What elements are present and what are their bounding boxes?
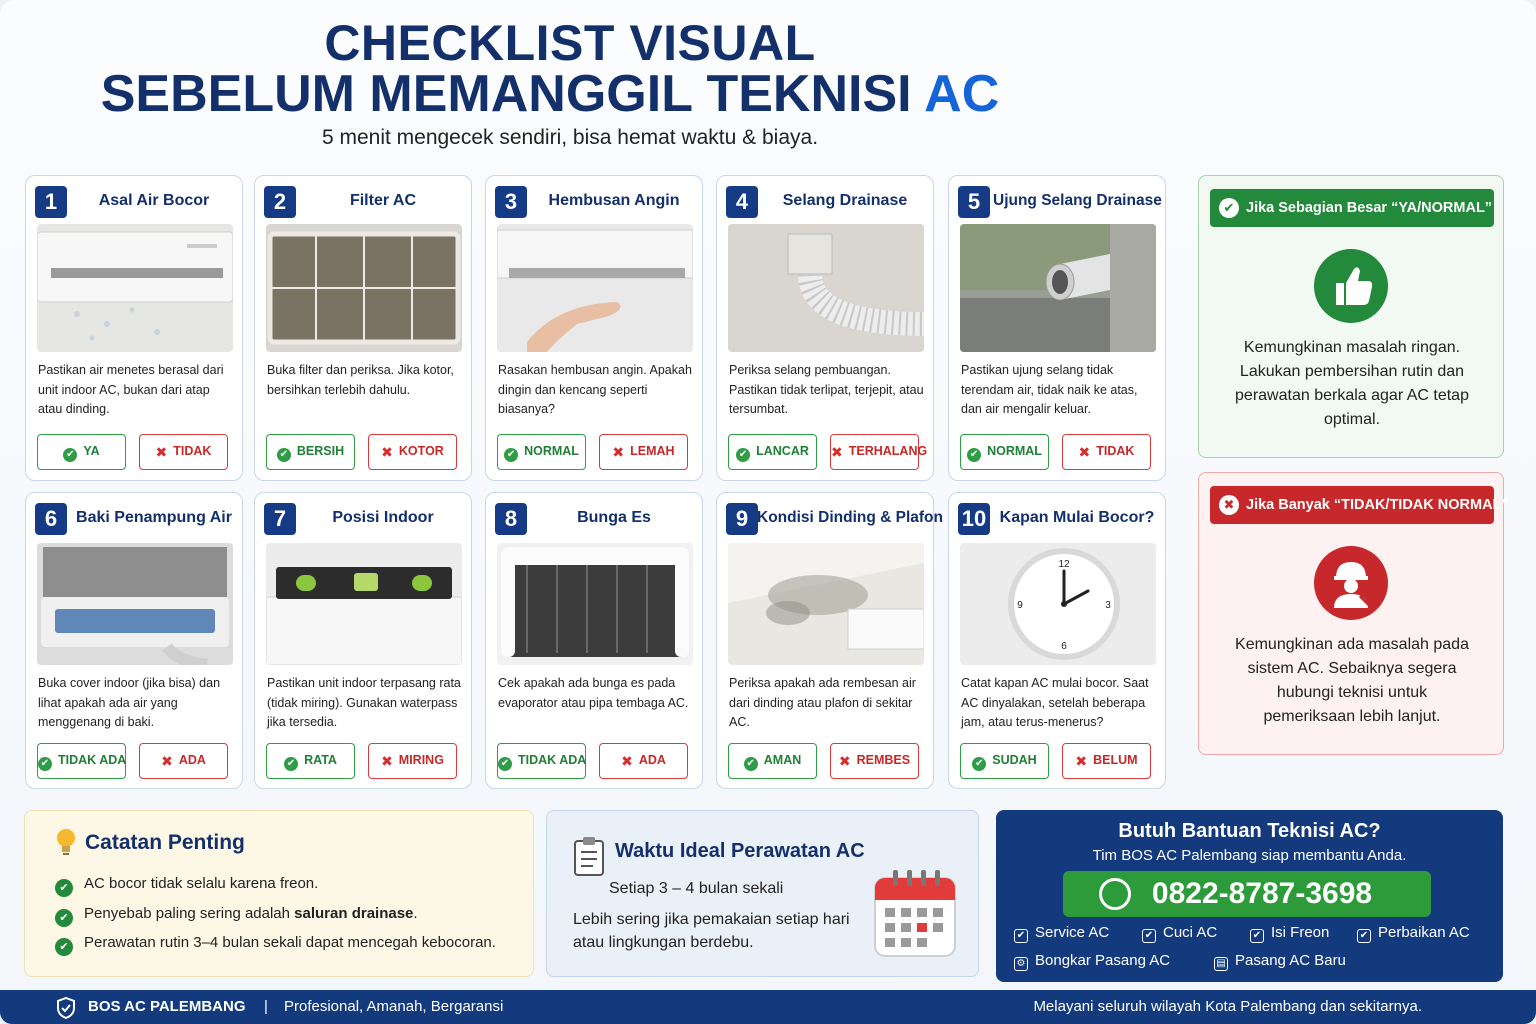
footer-separator: | — [264, 998, 268, 1015]
drip-tray-photo — [37, 543, 233, 665]
maintenance-title: Waktu Ideal Perawatan AC — [615, 840, 865, 862]
notes-item-text: Perawatan rutin 3–4 bulan sekali dapat mencegah kebocoran. — [84, 934, 496, 951]
option-label: REMBES — [856, 753, 911, 767]
option-no-button[interactable] — [139, 743, 228, 779]
card-title: Asal Air Bocor — [98, 192, 210, 209]
service-item — [1142, 924, 1217, 943]
option-no-button[interactable] — [599, 743, 688, 779]
card-number: 5 — [958, 186, 990, 218]
option-yes-button[interactable] — [266, 434, 355, 470]
card-number: 8 — [495, 503, 527, 535]
option-label: NORMAL — [987, 444, 1042, 458]
option-label: SUDAH — [992, 753, 1037, 767]
option-yes-button[interactable] — [497, 743, 586, 779]
svg-text:6: 6 — [1061, 641, 1067, 652]
card-number: 2 — [264, 186, 296, 218]
checkbox-icon: ✔ — [1142, 929, 1156, 943]
card-title: Bunga Es — [577, 509, 651, 526]
wall-ceiling-photo — [728, 543, 924, 665]
card-description: Periksa selang pembuangan. Pastikan tidak terlipat, terjepit, atau tersumbat. — [729, 363, 924, 416]
footer-tagline: Profesional, Amanah, Bergaransi — [284, 998, 504, 1015]
maintenance-panel — [546, 810, 979, 977]
check-icon: ✔ — [63, 448, 77, 462]
footer-bar — [0, 990, 1536, 1024]
option-label: LANCAR — [756, 444, 809, 458]
option-label: TERHALANG — [848, 444, 928, 458]
dirty-filter-photo — [266, 224, 462, 352]
card-description: Pastikan ujung selang tidak terendam air, tidak naik ke atas, dan air mengalir keluar. — [961, 363, 1138, 416]
check-icon: ✔ — [55, 909, 73, 927]
title-line-2 — [60, 64, 1040, 124]
x-circle-icon: ✖ — [1219, 495, 1239, 515]
option-label: TIDAK — [173, 444, 212, 458]
card-description: Buka filter dan periksa. Jika kotor, bersihkan terlebih dahulu. — [267, 363, 454, 397]
option-yes-button[interactable] — [497, 434, 586, 470]
card-description: Rasakan hembusan angin. Apakah dingin dan kencang seperti biasanya? — [498, 363, 692, 416]
card-number: 1 — [35, 186, 67, 218]
option-no-button[interactable] — [1062, 434, 1151, 470]
card-number: 6 — [35, 503, 67, 535]
result-mostly-no-panel — [1198, 472, 1509, 755]
card-description: Pastikan unit indoor terpasang rata (tidak miring). Gunakan waterpass jika tersedia. — [267, 676, 461, 729]
result-ok-label-text: Jika Sebagian Besar “YA/NORMAL” — [1246, 200, 1493, 216]
x-icon: ✖ — [161, 753, 173, 769]
option-yes-button[interactable] — [728, 743, 817, 779]
checklist-card-7 — [254, 492, 472, 789]
card-description: Periksa apakah ada rembesan air dari dinding atau plafon di sekitar AC. — [729, 676, 916, 729]
title-accent: AC — [924, 65, 1000, 123]
option-yes-button[interactable] — [960, 434, 1049, 470]
card-description: Cek apakah ada bunga es pada evaporator atau pipa tembaga AC. — [498, 676, 689, 710]
card-title: Kondisi Dinding & Plafon — [757, 509, 943, 526]
card-description: Buka cover indoor (jika bisa) dan lihat apakah ada air yang menggenang di baki. — [38, 676, 221, 729]
title-line-1: CHECKLIST VISUAL — [324, 15, 816, 71]
option-no-button[interactable] — [830, 743, 919, 779]
card-title: Selang Drainase — [782, 192, 908, 209]
option-yes-button[interactable] — [37, 434, 126, 470]
checklist-card-3 — [485, 175, 703, 481]
option-no-button[interactable] — [830, 434, 928, 470]
wall-clock-photo — [960, 543, 1156, 665]
notes-item-text: Penyebab paling sering adalah — [84, 904, 295, 922]
calendar-icon — [871, 866, 959, 965]
service-item — [1014, 952, 1170, 971]
check-icon: ✔ — [972, 757, 986, 771]
subtitle: 5 menit mengecek sendiri, bisa hemat waktu & biaya. — [321, 126, 819, 149]
result-ok-text: Kemungkinan masalah ringan. Lakukan pembersihan rutin dan perawatan berkala agar AC tetap optimal. — [1235, 339, 1469, 428]
contact-panel — [996, 810, 1503, 982]
option-label: AMAN — [763, 753, 802, 767]
option-label: ADA — [638, 753, 666, 767]
notes-item-text: AC bocor tidak selalu karena freon. — [84, 875, 319, 892]
x-icon: ✖ — [621, 753, 633, 769]
notes-title: Catatan Penting — [85, 831, 245, 854]
card-description: Pastikan air menetes berasal dari unit indoor AC, bukan dari atap atau dinding. — [38, 363, 224, 416]
service-label: Pasang AC Baru — [1235, 952, 1346, 969]
checklist-card-4 — [716, 175, 934, 481]
checklist-card-8 — [485, 492, 703, 789]
result-ok-label — [1210, 189, 1494, 227]
svg-text:3: 3 — [1105, 600, 1111, 611]
option-no-button[interactable] — [1062, 743, 1151, 779]
checkbox-icon: ✔ — [1250, 929, 1264, 943]
card-number: 7 — [264, 503, 296, 535]
technician-icon — [1314, 546, 1388, 620]
service-label: Perbaikan AC — [1378, 924, 1470, 941]
option-no-button[interactable] — [599, 434, 688, 470]
check-icon: ✔ — [55, 879, 73, 897]
footer-service-area: Melayani seluruh wilayah Kota Palembang dan sekitarnya. — [1033, 998, 1422, 1015]
svg-text:12: 12 — [1058, 559, 1070, 570]
service-label: Cuci AC — [1163, 924, 1218, 941]
notes-item — [55, 869, 496, 899]
notes-item — [55, 899, 496, 929]
result-bad-label-text: Jika Banyak “TIDAK/TIDAK NORMAL” — [1246, 497, 1509, 513]
notes-item-bold: saluran drainase — [294, 904, 414, 922]
checkbox-icon: ✔ — [1014, 929, 1028, 943]
card-number: 9 — [726, 503, 758, 535]
option-no-button[interactable] — [368, 434, 457, 470]
x-icon: ✖ — [1075, 753, 1088, 769]
checkbox-icon: ✔ — [1357, 929, 1371, 943]
drain-hose-photo — [728, 224, 924, 352]
service-item — [1357, 924, 1470, 943]
lightbulb-icon — [53, 827, 79, 862]
notes-list — [55, 869, 496, 958]
service-item — [1214, 952, 1346, 971]
check-icon: ✔ — [504, 448, 518, 462]
x-icon: ✖ — [612, 444, 625, 460]
option-label: NORMAL — [524, 444, 579, 458]
checklist-card-9 — [716, 492, 943, 789]
x-icon: ✖ — [831, 444, 843, 460]
option-label: TIDAK — [1096, 444, 1135, 458]
card-title: Hembusan Angin — [548, 192, 680, 209]
notes-item — [55, 928, 496, 958]
check-icon: ✔ — [744, 757, 758, 771]
x-icon: ✖ — [155, 444, 168, 460]
result-bad-text: Kemungkinan ada masalah pada sistem AC. Sebaiknya segera hubungi teknisi untuk pemeriksaan lebih lanjut. — [1235, 636, 1469, 725]
option-label: BELUM — [1093, 753, 1138, 767]
check-icon: ✔ — [38, 757, 52, 771]
option-yes-button[interactable] — [37, 743, 126, 779]
x-icon: ✖ — [381, 753, 393, 769]
x-icon: ✖ — [838, 753, 851, 769]
option-label: LEMAH — [630, 444, 675, 458]
check-icon: ✔ — [1219, 198, 1239, 218]
option-label: MIRING — [398, 753, 444, 767]
checklist-card-6 — [25, 492, 243, 789]
card-title: Posisi Indoor — [332, 509, 434, 526]
result-mostly-yes-panel — [1198, 175, 1504, 458]
maintenance-description: Lebih sering jika pemakaian setiap hari atau lingkungan berdebu. — [573, 911, 850, 951]
option-label: ADA — [178, 753, 206, 767]
checklist-card-10 — [948, 492, 1166, 789]
option-no-button[interactable] — [368, 743, 457, 779]
card-title: Baki Penampung Air — [76, 509, 232, 526]
check-icon: ✔ — [498, 757, 512, 771]
title-main-text: SEBELUM MEMANGGIL TEKNISI — [100, 65, 912, 123]
option-label: KOTOR — [398, 444, 444, 458]
card-number: 10 — [958, 503, 990, 535]
option-yes-button[interactable] — [728, 434, 817, 470]
result-bad-label — [1210, 486, 1509, 524]
x-icon: ✖ — [381, 444, 393, 460]
service-label: Service AC — [1035, 924, 1110, 941]
svg-text:9: 9 — [1017, 600, 1023, 611]
card-number: 3 — [495, 186, 527, 218]
check-icon: ✔ — [967, 448, 981, 462]
option-yes-button[interactable] — [960, 743, 1049, 779]
maintenance-interval: Setiap 3 – 4 bulan sekali — [609, 880, 784, 897]
important-notes-panel — [24, 810, 534, 977]
card-title: Filter AC — [349, 192, 417, 209]
whatsapp-icon — [1099, 878, 1131, 910]
service-label: Isi Freon — [1271, 924, 1330, 941]
ac-unit-icon: ▤ — [1214, 957, 1228, 971]
shield-icon — [56, 997, 76, 1024]
option-no-button[interactable] — [139, 434, 228, 470]
check-icon: ✔ — [277, 448, 291, 462]
footer-brand: BOS AC PALEMBANG — [88, 998, 246, 1015]
service-label: Bongkar Pasang AC — [1035, 952, 1171, 969]
checklist-card-5 — [948, 175, 1166, 481]
spirit-level-photo — [266, 543, 462, 665]
option-label: TIDAK ADA — [58, 753, 127, 767]
checklist-card-2 — [254, 175, 472, 481]
option-label: BERSIH — [296, 444, 345, 458]
card-title: Kapan Mulai Bocor? — [999, 509, 1155, 526]
contact-subtitle: Tim BOS AC Palembang siap membantu Anda. — [1092, 847, 1407, 864]
option-label: RATA — [304, 753, 337, 767]
card-number: 4 — [726, 186, 758, 218]
checklist-card-1 — [25, 175, 243, 481]
ac-leaking-photo — [37, 224, 233, 352]
check-icon: ✔ — [736, 448, 750, 462]
check-icon: ✔ — [55, 938, 73, 956]
clipboard-icon — [573, 836, 605, 881]
whatsapp-call-button[interactable] — [1063, 871, 1431, 917]
service-item — [1014, 924, 1109, 943]
thumbs-up-icon — [1314, 249, 1388, 323]
wrench-icon: ⚙ — [1014, 957, 1028, 971]
card-title: Ujung Selang Drainase — [993, 192, 1162, 209]
hose-end-photo — [960, 224, 1156, 352]
contact-title: Butuh Bantuan Teknisi AC? — [1118, 820, 1381, 842]
option-yes-button[interactable] — [266, 743, 355, 779]
option-label: TIDAK ADA — [518, 753, 587, 767]
check-icon: ✔ — [284, 757, 298, 771]
notes-item-text: . — [413, 904, 418, 922]
x-icon: ✖ — [1078, 444, 1091, 460]
option-label: YA — [83, 444, 100, 458]
frost-evaporator-photo — [497, 543, 693, 665]
phone-number: 0822-8787-3698 — [1151, 877, 1373, 910]
service-item — [1250, 924, 1329, 943]
airflow-hand-photo — [497, 224, 693, 352]
card-description: Catat kapan AC mulai bocor. Saat AC dinyalakan, setelah beberapa jam, atau terus-menerus? — [961, 676, 1149, 729]
